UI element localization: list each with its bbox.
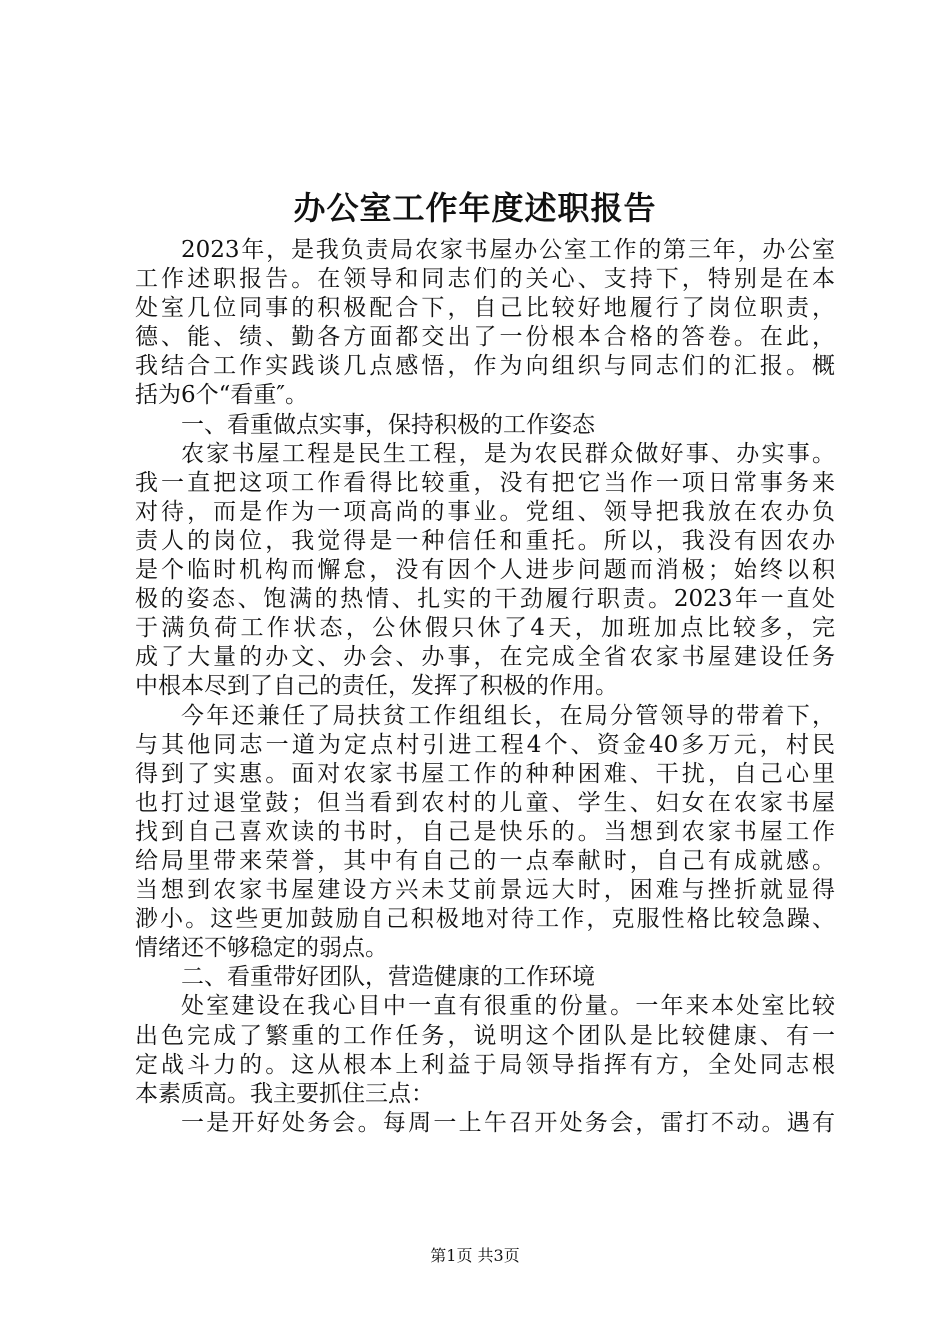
text-line: 处室几位同事的积极配合下，自己比较好地履行了岗位职责， bbox=[135, 295, 835, 322]
text-line: 极的姿态、饱满的热情、扎实的干劲履行职责。2023年一直处 bbox=[135, 586, 835, 613]
text-line: 我一直把这项工作看得比较重，没有把它当作一项日常事务来 bbox=[135, 469, 835, 496]
text-line: 出色完成了繁重的工作任务，说明这个团队是比较健康、有一 bbox=[135, 1022, 835, 1049]
text-line: 我结合工作实践谈几点感悟，作为向组织与同志们的汇报。概 bbox=[135, 353, 835, 380]
text-line: 与其他同志一道为定点村引进工程4个、资金40多万元，村民 bbox=[135, 731, 835, 758]
text-line: 也打过退堂鼓；但当看到农村的儿童、学生、妇女在农家书屋 bbox=[135, 789, 835, 816]
text-line: 对待，而是作为一项高尚的事业。党组、领导把我放在农办负 bbox=[135, 498, 835, 525]
text-line: 是个临时机构而懈怠，没有因个人进步问题而消极；始终以积 bbox=[135, 557, 835, 584]
text-line: 于满负荷工作状态，公休假只休了4天，加班加点比较多，完 bbox=[135, 615, 835, 642]
text-line: 今年还兼任了局扶贫工作组组长，在局分管领导的带着下， bbox=[181, 702, 835, 729]
page-footer: 第1页 共3页 bbox=[430, 1246, 520, 1265]
text-line: 农家书屋工程是民生工程，是为农民群众做好事、办实事。 bbox=[181, 440, 835, 467]
text-line: 一、看重做点实事，保持积极的工作姿态 bbox=[181, 411, 595, 438]
page-title: 办公室工作年度述职报告 bbox=[293, 189, 657, 227]
text-line: 定战斗力的。这从根本上利益于局领导指挥有方，全处同志根 bbox=[135, 1051, 835, 1078]
text-line: 情绪还不够稳定的弱点。 bbox=[135, 935, 388, 962]
text-line: 渺小。这些更加鼓励自己积极地对待工作，克服性格比较急躁、 bbox=[135, 906, 835, 933]
text-line: 给局里带来荣誉，其中有自己的一点奉献时，自己有成就感。 bbox=[135, 847, 835, 874]
text-line: 本素质高。我主要抓住三点： bbox=[135, 1080, 434, 1107]
text-line: 得到了实惠。面对农家书屋工作的种种困难、干扰，自己心里 bbox=[135, 760, 835, 787]
text-line: 工作述职报告。在领导和同志们的关心、支持下，特别是在本 bbox=[135, 266, 835, 293]
text-line: 一是开好处务会。每周一上午召开处务会，雷打不动。遇有 bbox=[181, 1109, 835, 1136]
text-line: 处室建设在我心目中一直有很重的份量。一年来本处室比较 bbox=[181, 993, 835, 1020]
text-line: 括为6个“看重″。 bbox=[135, 382, 308, 409]
text-line: 责人的岗位，我觉得是一种信任和重托。所以，我没有因农办 bbox=[135, 527, 835, 554]
text-line: 2023年，是我负责局农家书屋办公室工作的第三年，办公室 bbox=[181, 237, 835, 263]
text-line: 中根本尽到了自己的责任，发挥了积极的作用。 bbox=[135, 673, 618, 700]
text-line: 二、看重带好团队，营造健康的工作环境 bbox=[181, 964, 595, 991]
text-line: 德、能、绩、勤各方面都交出了一份根本合格的答卷。在此， bbox=[135, 324, 835, 351]
text-line: 当想到农家书屋建设方兴未艾前景远大时，困难与挫折就显得 bbox=[135, 877, 835, 904]
document-body bbox=[135, 236, 835, 1138]
text-line: 找到自己喜欢读的书时，自己是快乐的。当想到农家书屋工作 bbox=[135, 818, 835, 845]
text-line: 成了大量的办文、办会、办事，在完成全省农家书屋建设任务 bbox=[135, 644, 835, 671]
